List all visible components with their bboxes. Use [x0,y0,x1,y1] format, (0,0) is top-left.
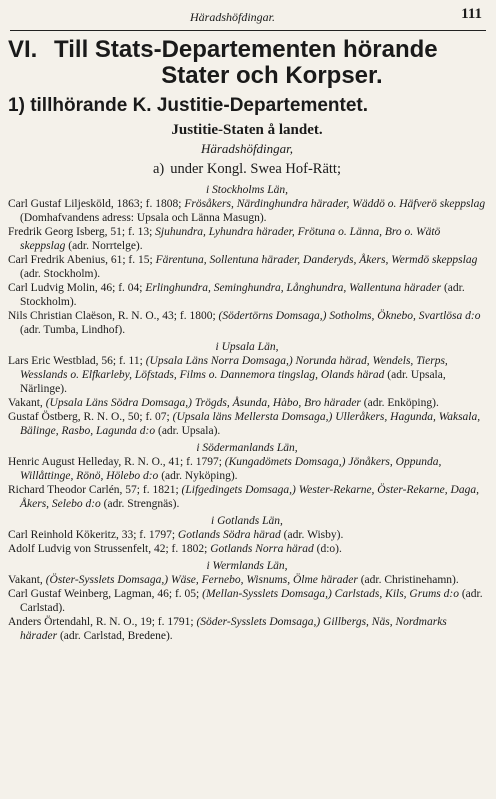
judge-entry [8,587,486,615]
jurisdiction: Sjuhundra, Lyhundra härader, Frötuna o. Länna, Bro o. Wätö skeppslag [20,226,441,252]
judge-entry [8,281,486,309]
subsection-heading [8,95,486,117]
judge-name: Carl Gustaf Liljesköld, 1863; f. 1808; [8,198,185,210]
jurisdiction: (Lifgedingets Domsaga,) Wester-Rekarne, Öster-Rekarne, Daga, Åkers, Selebo d:o [20,484,479,510]
jurisdiction: (Södertörns Domsaga,) Sotholms, Öknebo, Svartlösa d:o [218,310,481,322]
county-heading: i Stockholms Län, [205,184,289,196]
section-heading [8,37,486,63]
judge-entry [8,253,486,281]
judge-entry [8,309,486,337]
jurisdiction: Gotlands Södra härad [177,529,281,541]
address: (adr. Tumba, Lindhof). [20,324,126,336]
judge-name: Fredrik Georg Isberg, 51; f. 13; [8,226,156,238]
state-heading: Justitie-Staten å landet. [171,122,323,138]
address: (adr. Christinehamn). [357,574,459,586]
page-number: 111 [461,6,482,22]
judge-name: Henric August Helleday, R. N. O., 41; f. 1797; [8,456,225,468]
county-heading: i Södermanlands Län, [196,442,298,454]
address: (adr. Nyköping). [158,470,238,482]
subsection-title: tillhörande K. Justitie-Departementet. [30,95,369,116]
judge-entry [8,615,486,643]
judge-name: Gustaf Östberg, R. N. O., 50; f. 07; [8,411,173,423]
judge-name: Adolf Ludvig von Strussenfelt, 42; f. 1802; [8,543,211,555]
address: (adr. Upsala, Närlinge). [20,369,446,395]
address: (adr. Norrtelge). [65,240,143,252]
section-number: VI. [8,36,38,63]
jurisdiction: Frösåkers, Närdinghundra härader, Wäddö o. Häfverö skeppslag [184,198,486,210]
county-list [8,183,486,643]
jurisdiction: Färentuna, Sollentuna härader, Danderyds, Åkers, Wermdö skeppslag [155,254,478,266]
judge-entry [8,573,486,587]
judge-name: Carl Reinhold Kökeritz, 33; f. 1797; [8,529,178,541]
address: (adr. Stockholm). [20,282,465,308]
jurisdiction: Erlinghundra, Seminghundra, Långhundra, Wallentuna härader [145,282,442,294]
jurisdiction: (Upsala läns Mellersta Domsaga,) Ulleråkers, Hagunda, Waksala, Bälinge, Rasbo, Lagunda d:o [20,411,481,437]
judge-name: Lars Eric Westblad, 56; f. 11; [8,355,146,367]
county-heading: i Upsala Län, [215,341,279,353]
court-heading [8,158,486,180]
judge-entry [8,225,486,253]
jurisdiction: (Kungadömets Domsaga,) Jönåkers, Oppunda, Willåttinge, Rönö, Hölebo d:o [20,456,442,482]
jurisdiction: (Söder-Sysslets Domsaga,) Gillbergs, Näs, Nordmarks härader [20,616,447,642]
judge-entry [8,410,486,438]
judge-name: Carl Ludvig Molin, 46; f. 04; [8,282,146,294]
address: (adr. Strengnäs). [100,498,180,510]
judge-name: Carl Fredrik Abenius, 61; f. 15; [8,254,156,266]
address: (adr. Enköping). [360,397,439,409]
judge-name: Vakant, [8,574,46,586]
judge-entry [8,528,486,542]
address: (adr. Wisby). [280,529,344,541]
jurisdiction: (Upsala Läns Norra Domsaga,) Norunda härad, Wendels, Tierps, Wesslands o. Elfkarleby, Löfstads, Films o. Dannemora tingslag, Olands härad [20,355,448,381]
address: (d:o). [313,543,342,555]
judge-name: Richard Theodor Carlén, 57; f. 1821; [8,484,182,496]
page-header [10,0,486,31]
address: (adr. Carlstad, Bredene). [57,630,173,642]
county-heading: i Gotlands Län, [211,515,283,527]
judge-entry [8,354,486,396]
running-title: Häradshöfdingar. [190,10,276,24]
jurisdiction: Gotlands Norra härad [210,543,314,555]
judge-entry [8,483,486,511]
judge-entry [8,197,486,225]
subsection-number: 1) [8,95,25,116]
court-letter: a) [152,161,165,177]
address: (adr. Carlstad). [20,588,483,614]
category-heading: Häradshöfdingar, [200,141,294,156]
judge-name: Nils Christian Claëson, R. N. O., 43; f. 1800; [8,310,219,322]
judge-name: Carl Gustaf Weinberg, Lagman, 46; f. 05; [8,588,203,600]
judge-name: Anders Örtendahl, R. N. O., 19; f. 1791; [8,616,197,628]
jurisdiction: (Öster-Sysslets Domsaga,) Wäse, Fernebo, Wisnums, Ölme härader [45,574,358,586]
jurisdiction: (Upsala Läns Södra Domsaga,) Trögds, Åsunda, Hàbo, Bro härader [45,397,361,409]
section-title-line2: Stater och Korpser. [161,62,383,89]
judge-entry [8,455,486,483]
address: (Domhafvandens adress: Upsala och Länna Masugn). [20,212,267,224]
judge-name: Vakant, [8,397,46,409]
judge-entry [8,542,486,556]
jurisdiction: (Mellan-Sysslets Domsaga,) Carlstads, Kils, Grums d:o [202,588,459,600]
judge-entry [8,396,486,410]
address: (adr. Stockholm). [20,268,101,280]
section-title-line1: Till Stats-Departementen hörande [54,36,438,63]
county-heading: i Wermlands Län, [206,560,288,572]
address: (adr. Upsala). [155,425,221,437]
court-name: under Kongl. Swea Hof-Rätt; [170,161,341,177]
